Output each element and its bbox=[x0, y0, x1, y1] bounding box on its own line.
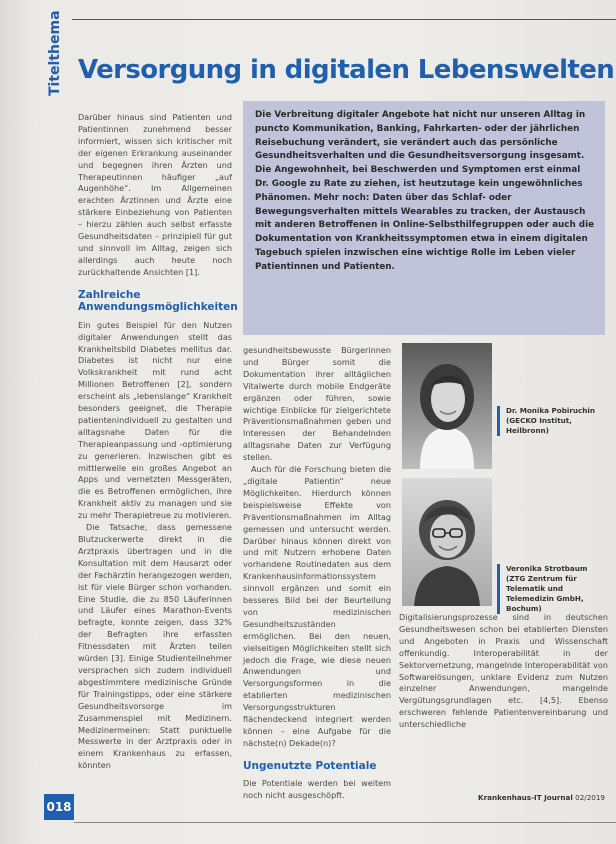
col1-paragraph-3: Die Tatsache, dass gemessene Blutzuckerwerte direkt in die Arztpraxis übertragen und in die Konsultation mit dem Hausarzt oder der Fachärztin herangezogen werden, ist für viele Bürger schon vorhanden. Eine Studie, die zu 850 Läuferinnen und Läufer eines Marathon-Events befragte, konnte zeigen, dass 32% der Befragten ihre erfassten Fitnessdaten mit Ärzten teilen würden [3]. Einige Studienteilnehmer versprachen sich zudem individuell abgestimmtere medizinische Gründe für Trainingstipps, oder eine stärkere Gesundheitsvorsorge im Zusammenspiel mit Medizinern. Medizinermeinen: Statt punktuelle Messwerte in der Arztpraxis oder in einem Krankenhaus zu erfassen, könnten bbox=[78, 522, 232, 771]
lead-box bbox=[243, 101, 605, 335]
caption-person-2: Veronika Strotbaum (ZTG Zentrum für Telematik und Telemedizin GmbH, Bochum) bbox=[497, 564, 609, 614]
portrait-photo-1 bbox=[402, 343, 492, 469]
col2-paragraph-3: Die Potentiale werden bei weitem noch nicht ausgeschöpft. bbox=[243, 778, 391, 801]
page-number: 018 bbox=[44, 794, 74, 820]
column-middle bbox=[243, 345, 391, 801]
col3-paragraph-1: Digitalisierungsprozesse sind in deutschen Gesundheitswesen schon bei etablierten Diensten und Angeboten in Praxis und Wissenschaft offenkundig. Interoperabilität in der Sektorvernetzung, mangelnde Interoperabilität von Softwarelösungen, unklare Evidenz zum Nutzen einzelner Anwendungen, mangelnde Vergütungsgrundlagen etc. [4,5]. Ebenso erschweren fehlende Patientenvereinbarung und unterschiedliche bbox=[399, 612, 608, 730]
col1-paragraph-1: Darüber hinaus sind Patienten und Patientinnen zunehmend besser informiert, wissen sich kritischer mit der eigenen Erkrankung auseinander und begegnen ihren Ärzten und Therapeutinnen häufiger „auf Augenhöhe“. Im Allgemeinen erachten Ärztinnen und Ärzte eine stärkere Einbeziehung von Patienten – hierzu zählen auch selbst erfasste Gesundheitsdaten – prinzipiell für gut und sinnvoll im Alltag, zeigen sich allerdings auch heute noch zurückhaltende Ansichten [1]. bbox=[78, 112, 232, 277]
subheading-ungenutzte-potentiale: Ungenutzte Potentiale bbox=[243, 759, 377, 772]
lead-text: Die Verbreitung digitaler Angebote hat nicht nur unseren Alltag in puncto Kommunikation, Banking, Fahrkarten- oder der jährlichen Reisebuchung verändert, sie verändert auch das persönliche Gesundheitsverhalten und die Gesundheitsversorgung insgesamt. Die Angewohnheit, bei Beschwerden und Symptomen erst einmal Dr. Google zu Rate zu ziehen, ist heutzutage kein ungewöhnliches Phänomen. Mehr noch: Daten über das Schlaf- oder Bewegungsverhalten mittels Wearables zu tracken, der Austausch mit anderen Betroffenen in Online-Selbsthilfegruppen oder auch die Dokumentation von Krankheitssymptomen etwa in einem digitalen Tagebuch spielen inzwischen eine wichtige Rolle im Leben vieler Patientinnen und Patienten. bbox=[255, 110, 595, 272]
col1-paragraph-2: Ein gutes Beispiel für den Nutzen digitaler Anwendungen stellt das Krankheitsbild Diabetes mellitus dar. Diabetes ist nicht nur eine Volkskrankheit mit rund acht Millionen Betroffenen [2], sondern erscheint als „lebenslange“ Krankheit besonders geeignet, die Therapie patientenindividuell zu gestalten und alltagsnahe Daten für die Therapieanpassung und -optimierung zu generieren. Inzwischen gibt es mittlerweile ein großes Angebot an Apps und vernetzten Messgeräten, die es Betroffenen ermöglichen, ihre Krankheit aktiv zu managen und sie zu mehr Therapietreue zu motivieren. bbox=[78, 319, 232, 521]
col2-paragraph-2: Auch für die Forschung bieten die „digitale Patientin“ neue Möglichkeiten. Hierdurch können beispielsweise Effekte von Präventionsmaßnahmen im Alltag gemessen und untersucht werden. Darüber hinaus können direkt von und mit Nutzern erhobene Daten vorhandene Routinedaten aus dem Krankenhausinformationssystem sinnvoll ergänzen und somit ein besseres Bild bei der Beurteilung von medizinischen Gesundheitszuständen ermöglichen. Bei den neuen, vielseitigen Möglichkeiten stellt sich jedoch die Frage, wie diese neuen Anwendungen und Versorgungsformen in die etablierten medizinischen Versorgungsstrukturen flächendeckend integriert werden können – eine Aufgabe für die nächste(n) Dekade(n)? bbox=[243, 464, 391, 748]
bottom-rule bbox=[74, 822, 616, 823]
journal-issue: 02/2019 bbox=[575, 793, 605, 802]
column-left bbox=[78, 112, 238, 792]
portrait-1-image bbox=[402, 343, 492, 469]
caption-person-1: Dr. Monika Pobiruchin (GECKO Institut, Heilbronn) bbox=[497, 406, 609, 436]
column-right bbox=[399, 612, 608, 792]
col2-paragraph-1: gesundheitsbewusste Bürgerinnen und Bürger somit die Dokumentation ihrer alltäglichen Vitalwerte durch mobile Endgeräte ergänzen oder führen, sowie wichtige Einblicke für zielgerichtete Präventionsmaßnahmen geben und Interessen der Behandelnden alltagsnahe Daten zur Verfügung stellen. bbox=[243, 345, 391, 463]
portrait-2-image bbox=[402, 478, 492, 606]
journal-footer bbox=[430, 793, 605, 803]
journal-name: Krankenhaus-IT Journal bbox=[478, 793, 573, 802]
subheading-anwendungsmoeglichkeiten: Zahlreiche Anwendungsmöglichkeiten bbox=[78, 288, 238, 314]
section-tag-label: Titelthema bbox=[47, 10, 63, 96]
article-title: Versorgung in digitalen Lebenswelten bbox=[78, 55, 615, 85]
portrait-photo-2 bbox=[402, 478, 492, 606]
section-tag bbox=[44, 10, 66, 96]
top-rule bbox=[72, 19, 616, 20]
